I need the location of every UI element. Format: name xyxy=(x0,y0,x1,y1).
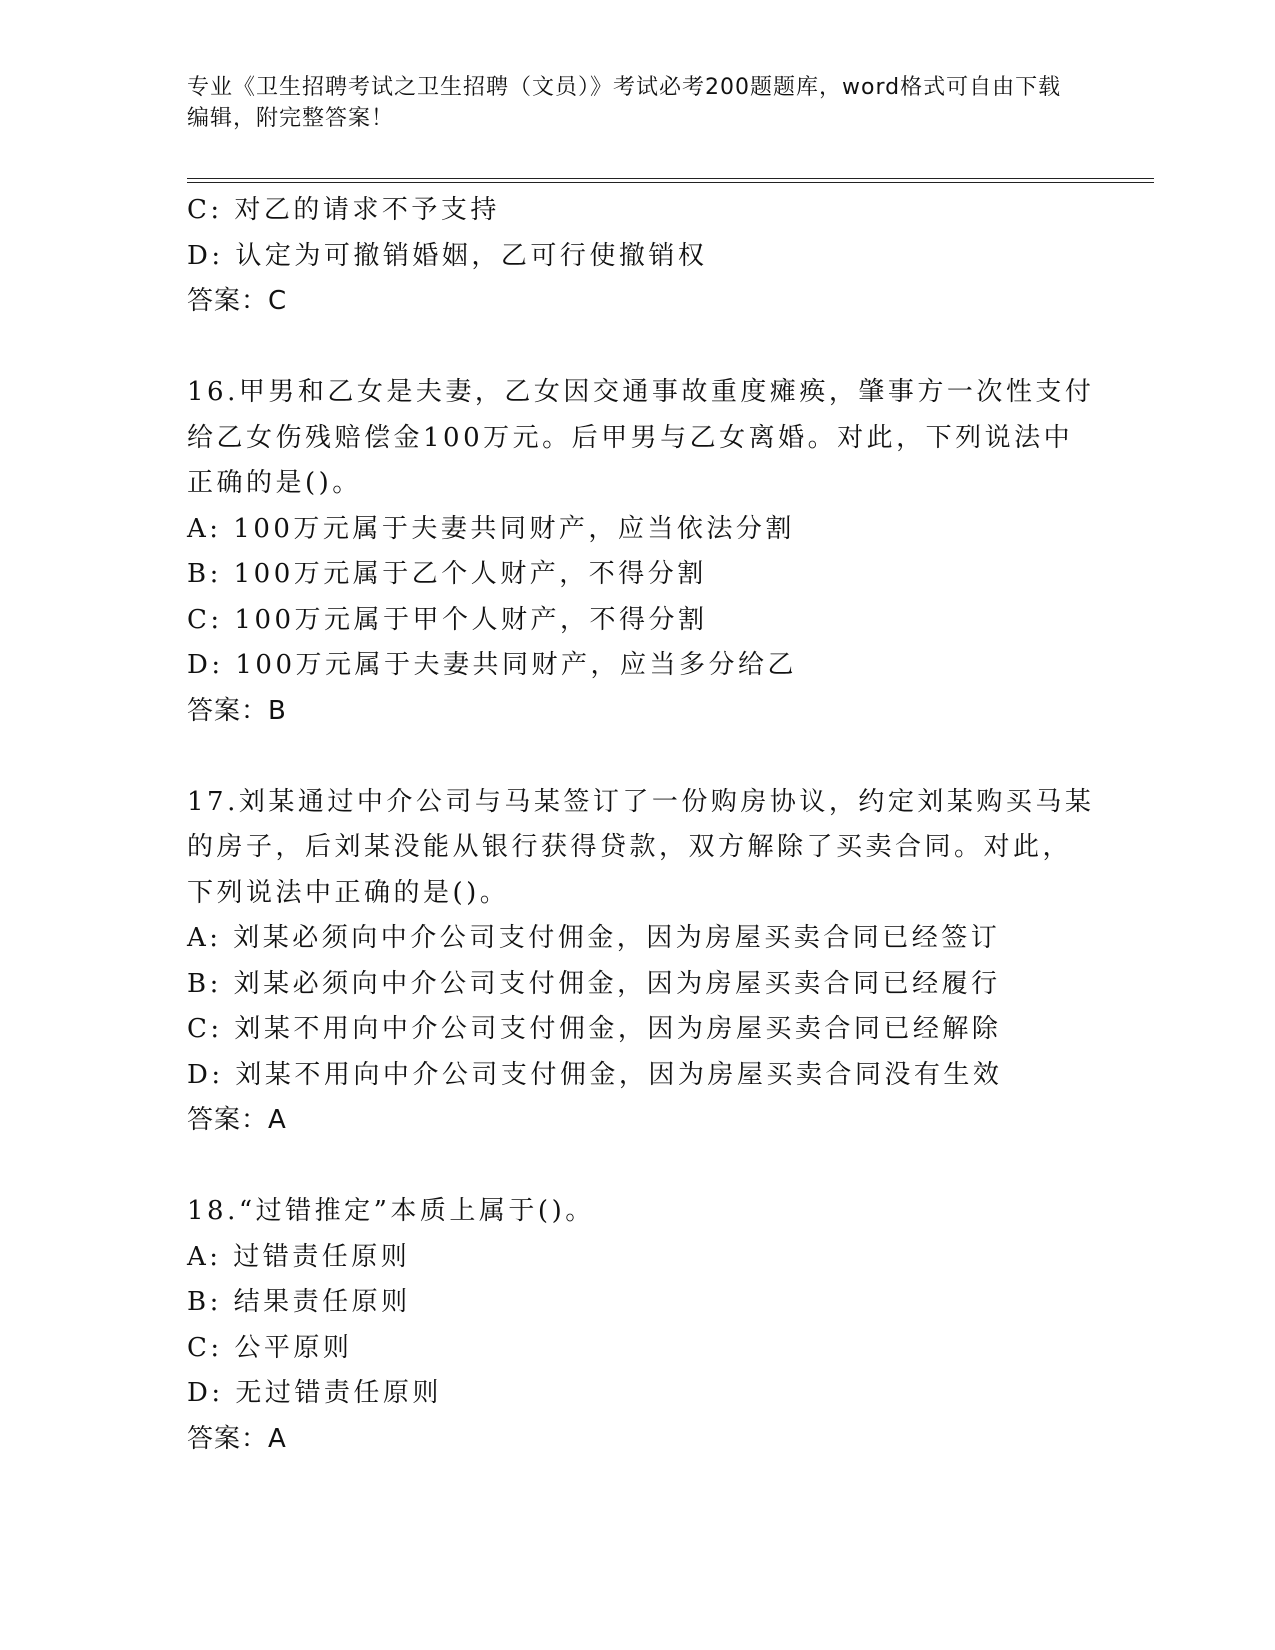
question-stem-line: 正确的是()。 xyxy=(187,468,362,498)
option-b: B: 100万元属于乙个人财产，不得分割 xyxy=(187,559,707,589)
question-stem-line: 给乙女伤残赔偿金100万元。后甲男与乙女离婚。对此，下列说法中 xyxy=(187,422,1074,453)
header-rule-top xyxy=(187,178,1154,179)
option-d: D: 认定为可撤销婚姻，乙可行使撤销权 xyxy=(187,240,708,271)
option-d: D: 100万元属于夫妻共同财产，应当多分给乙 xyxy=(187,650,797,680)
option-a: A: 100万元属于夫妻共同财产，应当依法分割 xyxy=(187,513,795,544)
question-stem-line: 18.“过错推定”本质上属于()。 xyxy=(187,1196,595,1226)
option-b: B: 结果责任原则 xyxy=(187,1287,411,1317)
question-16 xyxy=(187,370,1095,734)
option-c: C: 100万元属于甲个人财产，不得分割 xyxy=(187,604,708,635)
option-d: D: 刘某不用向中介公司支付佣金，因为房屋买卖合同没有生效 xyxy=(187,1059,1003,1090)
header-rule-bottom xyxy=(187,182,1154,183)
question-content xyxy=(187,188,1095,1462)
answer-line: 答案：B xyxy=(187,695,287,726)
spacer xyxy=(187,734,1087,780)
option-b: B: 刘某必须向中介公司支付佣金，因为房屋买卖合同已经履行 xyxy=(187,968,1001,999)
question-stem-line: 的房子，后刘某没能从银行获得贷款，双方解除了买卖合同。对此， xyxy=(187,832,1073,862)
answer-line: 答案：A xyxy=(187,1423,287,1454)
question-15-continuation xyxy=(187,188,1087,325)
option-c: C: 刘某不用向中介公司支付佣金，因为房屋买卖合同已经解除 xyxy=(187,1014,1002,1044)
question-stem-line: 下列说法中正确的是()。 xyxy=(187,877,510,908)
question-17 xyxy=(187,780,1095,1144)
option-a: A: 刘某必须向中介公司支付佣金，因为房屋买卖合同已经签订 xyxy=(187,923,1001,953)
question-stem-line: 16.甲男和乙女是夫妻，乙女因交通事故重度瘫痪，肇事方一次性支付 xyxy=(187,377,1095,407)
question-18 xyxy=(187,1189,1087,1462)
option-c: C: 公平原则 xyxy=(187,1332,353,1363)
spacer xyxy=(187,325,1087,371)
question-stem-line: 17.刘某通过中介公司与马某签订了一份购房协议，约定刘某购买马某 xyxy=(187,786,1095,817)
answer-line: 答案：A xyxy=(187,1105,287,1135)
document-header: 专业《卫生招聘考试之卫生招聘（文员）》考试必考200题题库，word格式可自由下载编辑，附完整答案！ xyxy=(187,75,1062,131)
option-d: D: 无过错责任原则 xyxy=(187,1378,442,1408)
spacer xyxy=(187,1144,1087,1190)
option-c: C: 对乙的请求不予支持 xyxy=(187,195,500,225)
answer-line: 答案：C xyxy=(187,286,288,316)
option-a: A: 过错责任原则 xyxy=(187,1241,411,1272)
